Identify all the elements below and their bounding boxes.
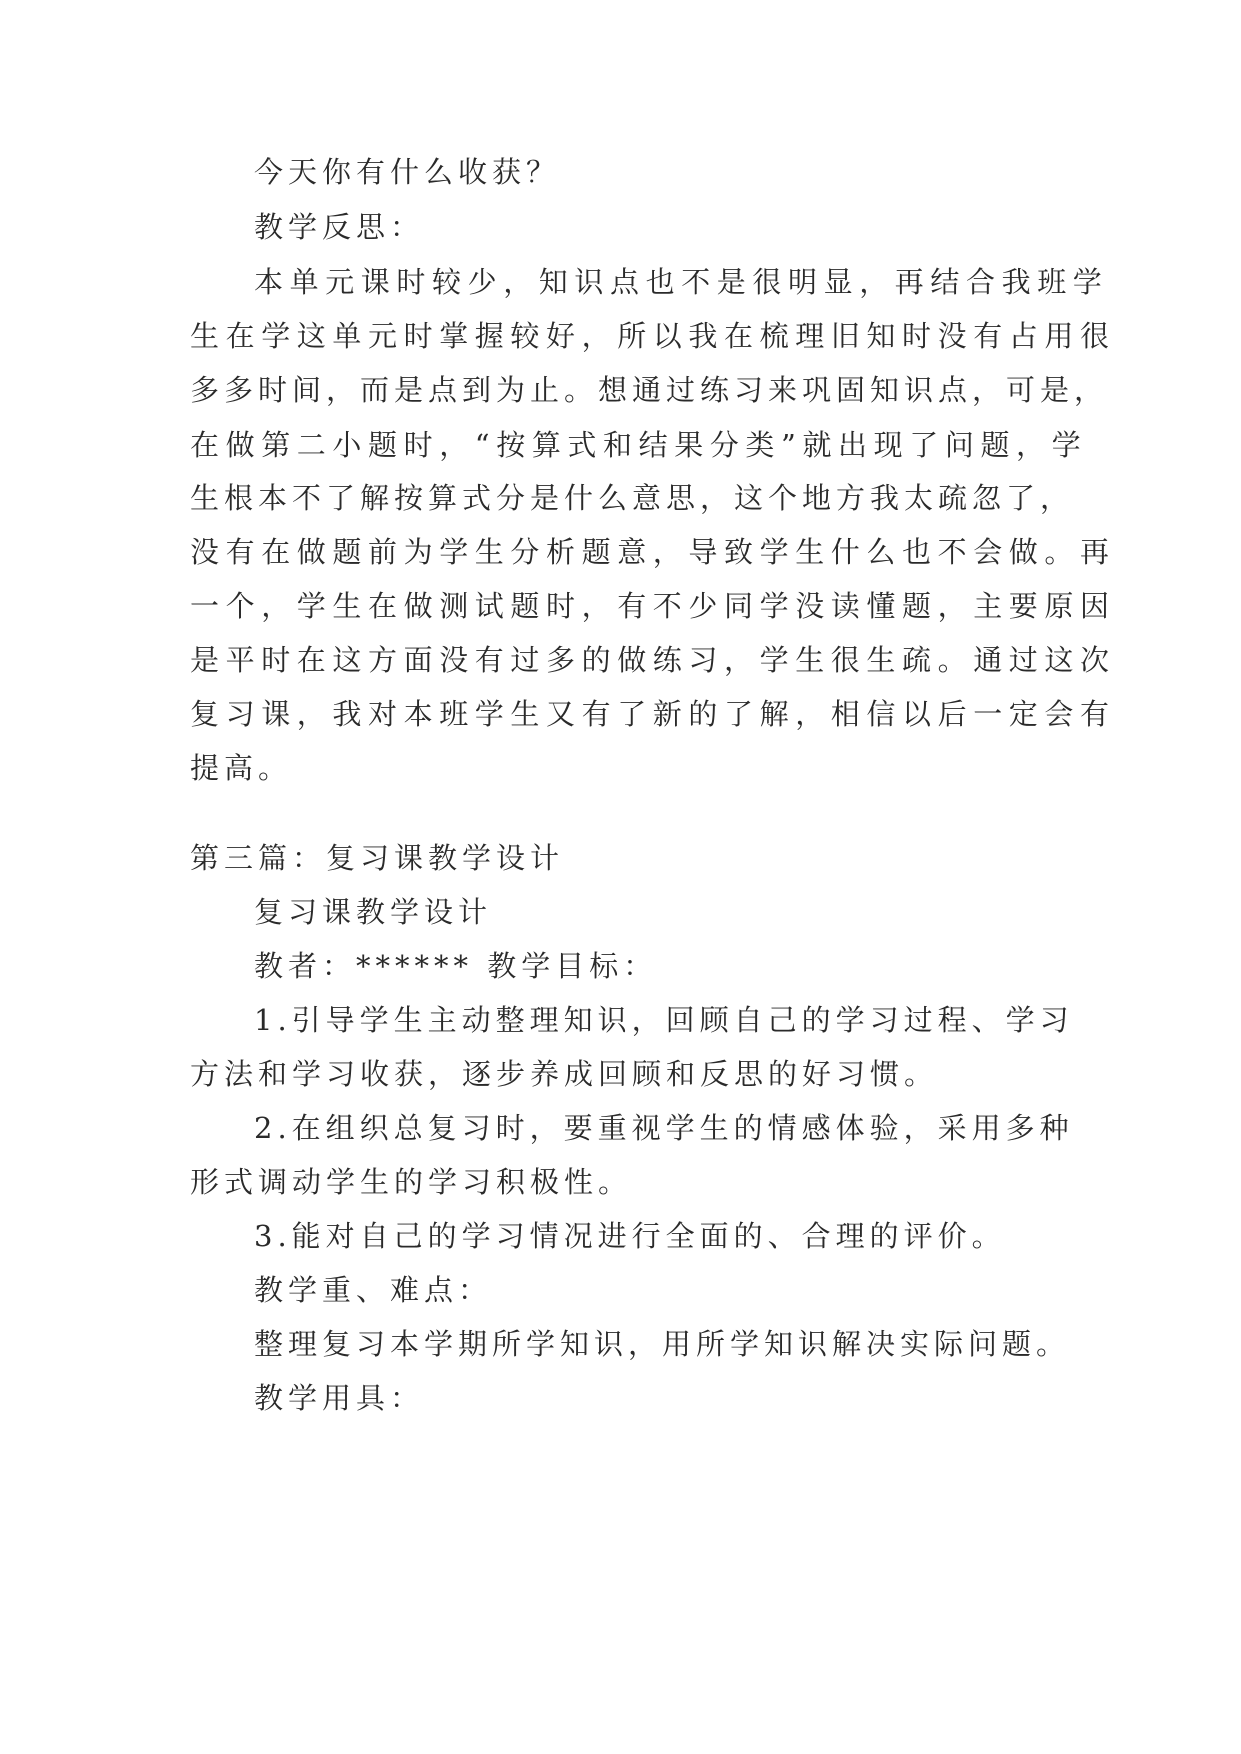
heading-teaching-tools: 教学用具： [254, 1381, 425, 1415]
reflection-line-3: 多多时间，而是点到为止。想通过练习来巩固知识点，可是， [190, 373, 1109, 407]
reflection-line-4: 在做第二小题时，“按算式和结果分类”就出现了问题，学 [190, 428, 1088, 462]
reflection-line-6: 没有在做题前为学生分析题意，导致学生什么也不会做。再 [190, 535, 1116, 569]
reflection-line-2: 生在学这单元时掌握较好，所以我在梳理旧知时没有占用很 [190, 319, 1116, 353]
heading-teaching-reflection: 教学反思： [254, 210, 425, 244]
text-line-harvest-question: 今天你有什么收获？ [254, 155, 561, 189]
section-title-part-three: 第三篇：复习课教学设计 [190, 841, 565, 875]
goal-3: 3.能对自己的学习情况进行全面的、合理的评价。 [254, 1219, 1006, 1253]
goal-1-line-2: 方法和学习收获，逐步养成回顾和反思的好习惯。 [190, 1057, 939, 1091]
reflection-line-7: 一个，学生在做测试题时，有不少同学没读懂题，主要原因 [190, 589, 1116, 623]
reflection-line-10: 提高。 [190, 751, 293, 785]
reflection-line-5: 生根本不了解按算式分是什么意思，这个地方我太疏忽了， [190, 481, 1075, 515]
reflection-line-9: 复习课，我对本班学生又有了新的了解，相信以后一定会有 [190, 697, 1116, 731]
design-title: 复习课教学设计 [254, 895, 493, 929]
heading-key-difficult-points: 教学重、难点： [254, 1273, 493, 1307]
goal-1-line-1: 1.引导学生主动整理知识，回顾自己的学习过程、学习 [254, 1003, 1074, 1037]
key-points-text: 整理复习本学期所学知识，用所学知识解决实际问题。 [254, 1327, 1071, 1361]
goal-2-line-1: 2.在组织总复习时，要重视学生的情感体验，采用多种 [254, 1111, 1074, 1145]
reflection-line-1: 本单元课时较少，知识点也不是很明显，再结合我班学 [254, 265, 1109, 299]
reflection-line-8: 是平时在这方面没有过多的做练习，学生很生疏。通过这次 [190, 643, 1116, 677]
teacher-and-goals-heading: 教者：****** 教学目标： [254, 949, 658, 983]
goal-2-line-2: 形式调动学生的学习积极性。 [190, 1165, 633, 1199]
